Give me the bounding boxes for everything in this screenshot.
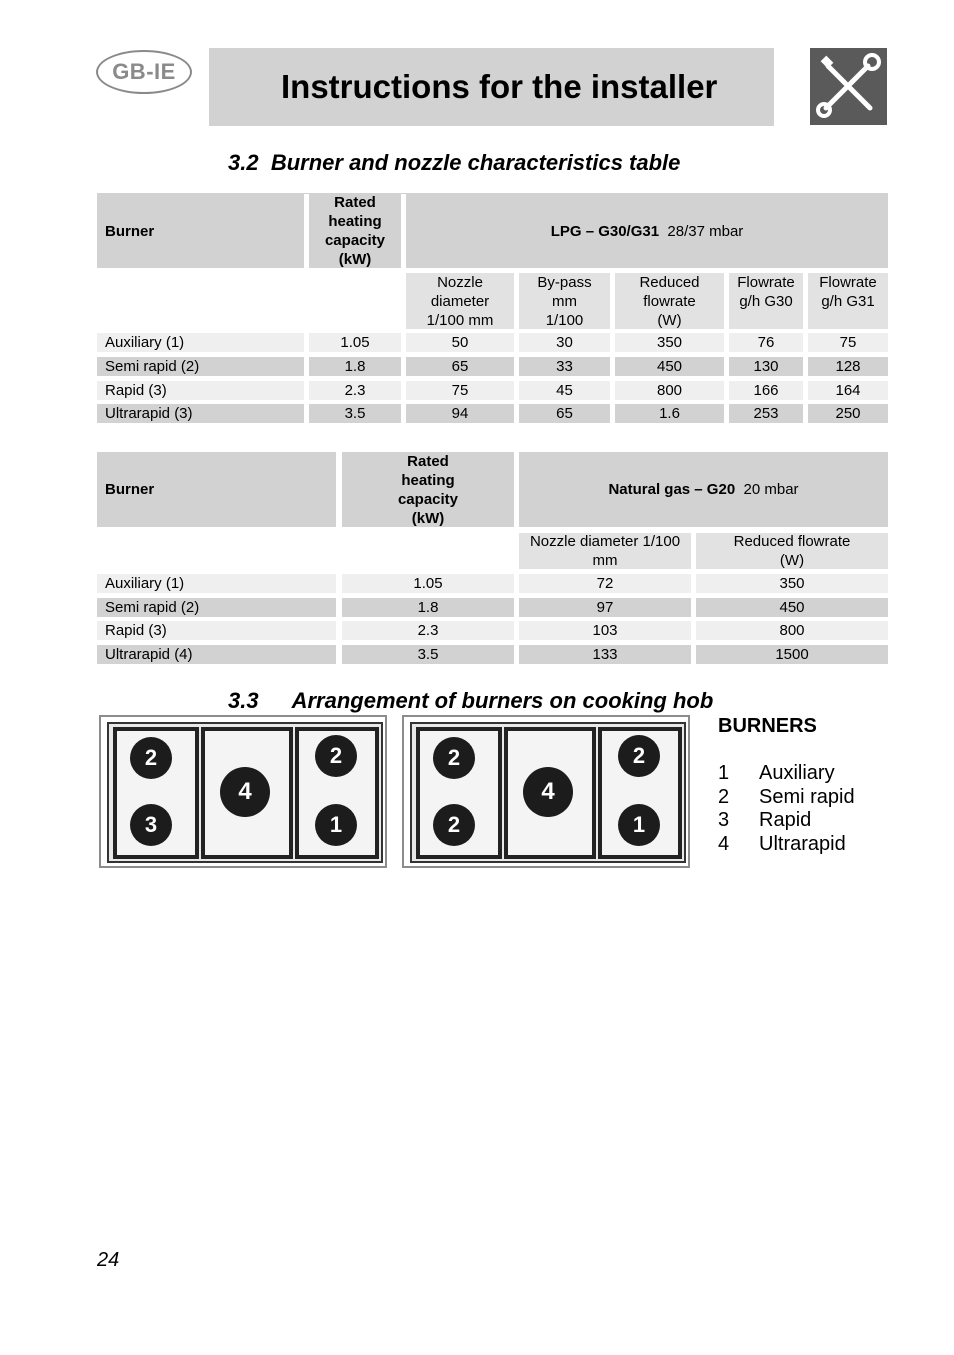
row-cell: 65 [406,357,514,376]
row-cell: 130 [729,357,803,376]
legend-number: 4 [718,833,730,855]
row-cell: 350 [696,574,888,593]
row-cell: 450 [615,357,724,376]
burner-marker: 3 [130,804,172,846]
col-burner-header: Burner [97,452,336,527]
row-cell: 2.3 [309,381,401,400]
burner-marker: 1 [618,804,660,846]
burner-marker: 2 [618,735,660,777]
row-cell: 164 [808,381,888,400]
col-capacity-header: Rated heating capacity (kW) [309,194,401,268]
legend-number: 2 [718,786,730,808]
row-cell: 800 [615,381,724,400]
row-cell: 350 [615,333,724,352]
row-cell: Ultrarapid (3) [97,404,304,423]
page-header [209,48,774,126]
row-cell: 166 [729,381,803,400]
row-cell: 450 [696,598,888,617]
legend-number: 3 [718,809,730,831]
row-cell: 1.05 [309,333,401,352]
row-cell: 3.5 [342,645,514,664]
row-cell: 128 [808,357,888,376]
col-burner-header: Burner [97,194,304,268]
burner-marker: 4 [220,767,270,817]
row-cell: 1500 [696,645,888,664]
row-cell: 3.5 [309,404,401,423]
row-cell: Semi rapid (2) [97,598,336,617]
row-cell: Auxiliary (1) [97,574,336,593]
row-cell: 1.05 [342,574,514,593]
row-cell: 75 [406,381,514,400]
row-cell: 1.6 [615,404,724,423]
row-cell: 253 [729,404,803,423]
gas-type-header: Natural gas – G20 20 mbar [519,452,888,527]
legend-label: Auxiliary [759,762,835,784]
row-cell: 103 [519,621,691,640]
tools-icon [810,48,887,125]
row-cell: Semi rapid (2) [97,357,304,376]
section-heading-3-3: 3.3 Arrangement of burners on cooking hob [228,688,714,713]
col-capacity-header: Rated heating capacity (kW) [342,452,514,527]
section-heading-3-2: 3.2 Burner and nozzle characteristics table [228,150,681,175]
row-cell: Rapid (3) [97,621,336,640]
sub-header-reduced: Reduced flowrate (W) [696,533,888,569]
row-cell: 45 [519,381,610,400]
row-cell: 133 [519,645,691,664]
burner-marker: 2 [433,737,475,779]
row-cell: 50 [406,333,514,352]
row-cell: Rapid (3) [97,381,304,400]
row-cell: Auxiliary (1) [97,333,304,352]
row-cell: 30 [519,333,610,352]
burner-marker: 2 [315,735,357,777]
row-cell: 76 [729,333,803,352]
row-cell: 800 [696,621,888,640]
burner-marker: 2 [130,737,172,779]
sub-header-nozzle: Nozzle diameter 1/100 mm [519,533,691,569]
sub-header-reduced: Reduced flowrate (W) [615,273,724,329]
page-title: Instructions for the installer [281,68,718,105]
row-cell: 250 [808,404,888,423]
region-badge: GB-IE [96,50,192,94]
burner-marker: 1 [315,804,357,846]
page-number: 24 [97,1249,120,1271]
legend-label: Rapid [759,809,812,831]
row-cell: 1.8 [342,598,514,617]
row-cell: 75 [808,333,888,352]
sub-header-nozzle: Nozzle diameter 1/100 mm [406,273,514,329]
legend-label: Ultrarapid [759,833,846,855]
sub-header-bypass: By-pass mm 1/100 [519,273,610,329]
legend-label: Semi rapid [759,786,855,808]
burner-marker: 2 [433,804,475,846]
hob-diagram [99,715,387,868]
hob-diagram [402,715,690,868]
row-cell: Ultrarapid (4) [97,645,336,664]
row-cell: 97 [519,598,691,617]
legend-number: 1 [718,762,730,784]
row-cell: 33 [519,357,610,376]
sub-header-g30: Flowrate g/h G30 [729,273,803,329]
burner-marker: 4 [523,767,573,817]
row-cell: 1.8 [309,357,401,376]
legend-title: BURNERS [718,715,817,737]
row-cell: 65 [519,404,610,423]
sub-header-g31: Flowrate g/h G31 [808,273,888,329]
gas-type-header: LPG – G30/G31 28/37 mbar [406,194,888,268]
row-cell: 94 [406,404,514,423]
row-cell: 2.3 [342,621,514,640]
row-cell: 72 [519,574,691,593]
